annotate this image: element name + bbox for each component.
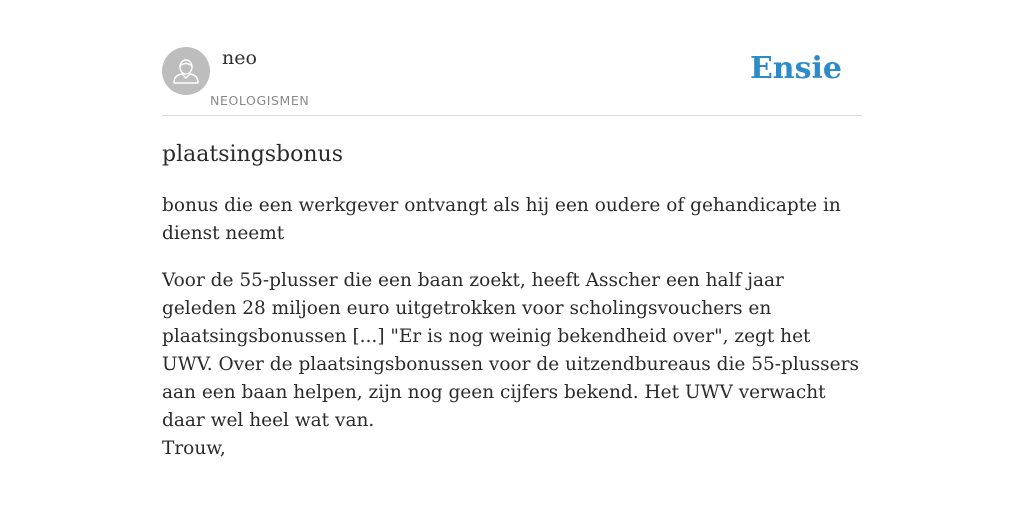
entry-example (162, 267, 862, 463)
example-text: Voor de 55-plusser die een baan zoekt, heeft Asscher een half jaar geleden 28 miljoen euro uitgetrokken voor scholingsvouchers en plaatsingsbonussen [...] "Er is nog weinig bekendheid over", zegt het UWV. Over de plaatsingsbonussen voor de uitzendbureaus die 55-plussers aan een baan helpen, zijn nog geen cijfers bekend. Het UWV verwacht daar wel heel wat van. (162, 270, 859, 431)
category-label[interactable]: NEOLOGISMEN (210, 93, 310, 108)
example-source: Trouw, (162, 438, 226, 459)
author-name[interactable]: neo (222, 47, 257, 69)
ensie-logo[interactable]: Ensie (749, 51, 842, 86)
entry-header (162, 0, 862, 116)
entry-definition: bonus die een werkgever ontvangt als hij een oudere of gehandicapte in dienst neemt (162, 195, 841, 244)
entry-card (162, 0, 862, 459)
user-avatar-icon[interactable] (162, 47, 210, 95)
entry-title: plaatsingsbonus (162, 142, 344, 167)
